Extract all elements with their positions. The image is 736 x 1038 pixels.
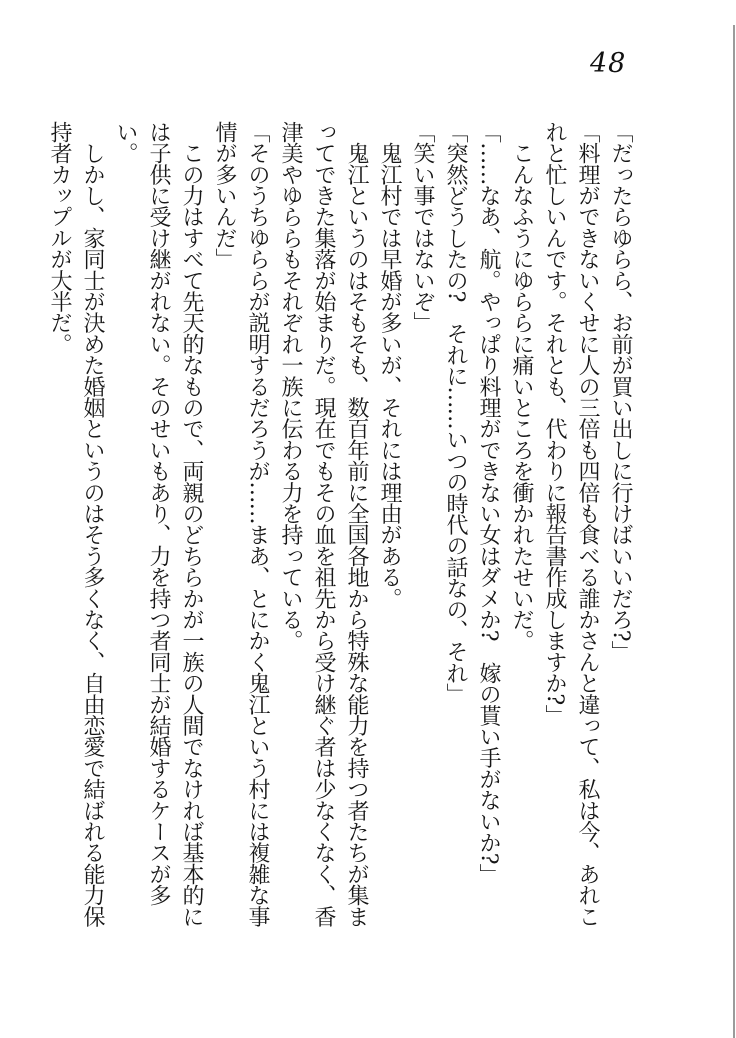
paragraph: 鬼江というのはそもそも、数百年前に全国各地から特殊な能力を持つ者たちが集まってできた集落が始まりだ。現在でもその血を祖先から受け継ぐ者は少なくなく、香津美やゆららもそれぞれ一族に伝わる力を持っている。 bbox=[278, 121, 369, 927]
page-number: 48 bbox=[590, 48, 627, 79]
paragraph: 鬼江村では早婚が多いが、それには理由がある。 bbox=[377, 121, 402, 609]
paragraph: 「突然どうしたの? それに……いつの時代の話なの、それ」 bbox=[443, 121, 468, 705]
paragraph: しかし、家同士が決めた婚姻というのはそう多くなく、自由恋愛で結ばれる能力保持者カップルが大半だ。 bbox=[47, 121, 105, 927]
scan-edge-artifact bbox=[733, 25, 735, 1038]
paragraph: 「そのうちゆららが説明するだろうが……まあ、とにかく鬼江という村には複雑な事情が多いんだ」 bbox=[212, 121, 270, 927]
paragraph: 「だったらゆらら、お前が買い出しに行けばいいだろ?」 bbox=[608, 121, 633, 662]
paragraph: こんなふうにゆららに痛いところを衝かれたせいだ。 bbox=[509, 121, 534, 652]
vertical-text-block bbox=[43, 121, 637, 947]
paragraph: この力はすべて先天的なもので、両親のどちらかが一族の人間でなければ基本的には子供に受け継がれない。そのせいもあり、力を持つ者同士が結婚するケースが多い。 bbox=[113, 121, 204, 927]
paragraph: 「料理ができないくせに人の三倍も四倍も食べる誰かさんと違って、私は今、あれこれと忙しいんです。それとも、代わりに報告書作成しますか?」 bbox=[542, 121, 600, 927]
paragraph: 「……なあ、航。やっぱり料理ができない女はダメか? 嫁の貰い手がないか?」 bbox=[476, 121, 501, 885]
paragraph: 「笑い事ではないぞ」 bbox=[410, 121, 435, 334]
